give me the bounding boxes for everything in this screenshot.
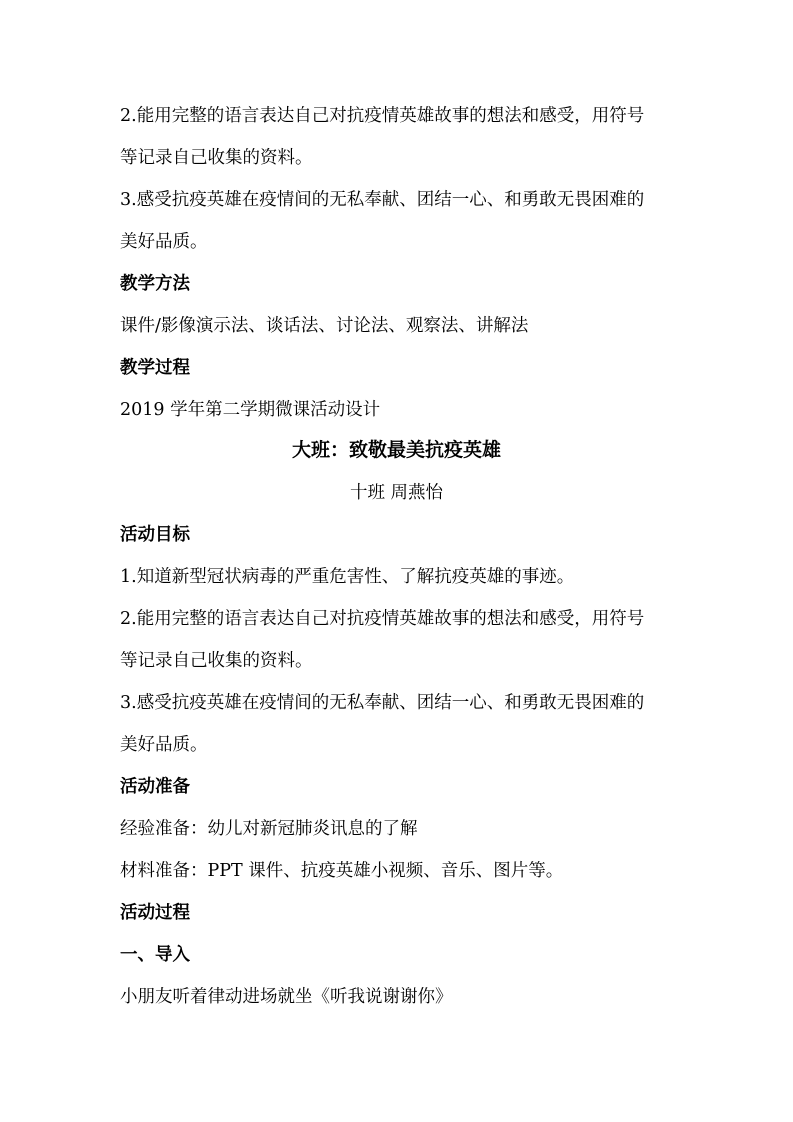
intro-text: 小朋友听着律动进场就坐《听我说谢谢你》: [120, 987, 453, 1007]
paragraph-line: 等记录自己收集的资料。: [120, 148, 313, 168]
method-text: 课件/影像演示法、谈话法、讨论法、观察法、讲解法: [120, 316, 529, 336]
author-line: 十班 周燕怡: [349, 483, 444, 503]
section-heading-activity: 活动过程: [120, 903, 190, 923]
activity-title: 大班：致敬最美抗疫英雄: [291, 439, 501, 461]
section-heading-prep: 活动准备: [120, 777, 190, 797]
subheading-intro: 一、导入: [120, 945, 190, 965]
section-heading-process: 教学过程: [120, 358, 190, 378]
paragraph-line: 美好品质。: [120, 232, 208, 252]
section-heading-method: 教学方法: [120, 274, 190, 294]
goal-item: 3.感受抗疫英雄在疫情间的无私奉献、团结一心、和勇敢无畏困难的: [120, 693, 645, 713]
prep-item: 经验准备：幼儿对新冠肺炎讯息的了解: [120, 819, 418, 839]
goal-item-continued: 等记录自己收集的资料。: [120, 651, 313, 671]
paragraph-line: 3.感受抗疫英雄在疫情间的无私奉献、团结一心、和勇敢无畏困难的: [120, 190, 645, 210]
goal-item-continued: 美好品质。: [120, 735, 208, 755]
goal-item: 2.能用完整的语言表达自己对抗疫情英雄故事的想法和感受，用符号: [120, 609, 645, 629]
prep-item: 材料准备：PPT 课件、抗疫英雄小视频、音乐、图片等。: [120, 861, 564, 881]
goal-item: 1.知道新型冠状病毒的严重危害性、了解抗疫英雄的事迹。: [120, 567, 575, 587]
section-heading-goals: 活动目标: [120, 525, 190, 545]
paragraph-line: 2.能用完整的语言表达自己对抗疫情英雄故事的想法和感受，用符号: [120, 106, 645, 126]
process-text: 2019 学年第二学期微课活动设计: [120, 400, 381, 420]
